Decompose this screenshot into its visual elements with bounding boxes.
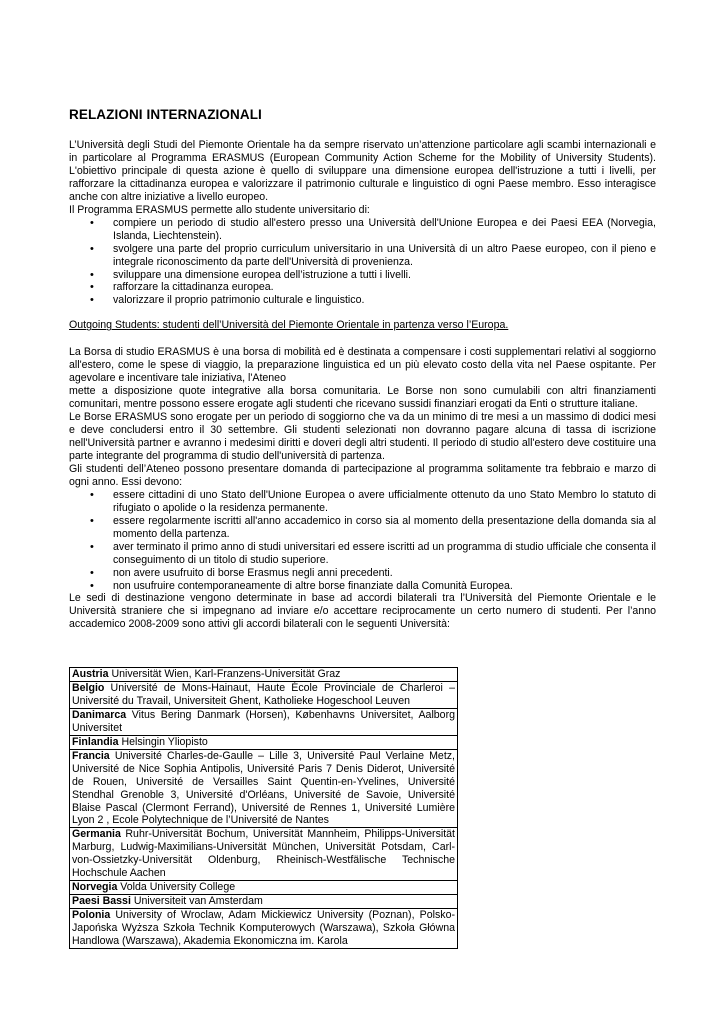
sedi-paragraph: Le sedi di destinazione vengono determinate in base ad accordi bilaterali tra l’Università del Piemonte Orientale e le Università straniere che si impegnano ad inviare e/o accettare reciprocamente un certo numero di studenti. Per l’anno accademico 2008-2009 sono attivi gli accordi bilaterali con le seguenti Università:: [69, 592, 656, 631]
borsa-paragraph: La Borsa di studio ERASMUS è una borsa di mobilità ed è destinata a compensare i costi supplementari relativi al soggiorno all'estero, come le spese di viaggio, la preparazione linguistica ed un più elevato costo della vita nel Paese ospitante. Per agevolare e incentivare tale iniziativa, l'Ateneo: [69, 346, 656, 385]
university-list: Vitus Bering Danmark (Horsen), Københavns Universitet, Aalborg Universitet: [72, 708, 455, 734]
table-row: [70, 828, 458, 881]
requirements-bullet-list: [69, 489, 656, 593]
universities-table: [69, 667, 458, 949]
table-row: [70, 708, 458, 735]
table-row: [70, 681, 458, 708]
table-row: [70, 895, 458, 909]
table-cell: [70, 708, 458, 735]
page-title: RELAZIONI INTERNAZIONALI: [69, 107, 262, 122]
table-cell: [70, 749, 458, 828]
country-name: Belgio: [72, 681, 105, 694]
table-row: [70, 909, 458, 949]
table-cell: [70, 895, 458, 909]
intro-paragraph: L’Università degli Studi del Piemonte Orientale ha da sempre riservato un’attenzione particolare agli scambi internazionali e in particolare al Programma ERASMUS (European Community Action Scheme for the Mobility of University Students). L'obiettivo principale di questa azione è quello di sviluppare una dimensione europea dell'istruzione a tutti i livelli, per rafforzare la cittadinanza europea e valorizzare il patrimonio culturale e linguistico di ogni Paese membro. Esso interagisce anche con altre iniziative a livello europeo.: [69, 139, 656, 203]
university-list: Universiteit van Amsterdam: [130, 895, 263, 908]
university-list: Helsingin Yliopisto: [118, 735, 208, 748]
university-list: Volda University College: [117, 881, 236, 894]
list-item: • essere cittadini di uno Stato dell'Unione Europea o avere ufficialmente ottenuto da uno Stato Membro lo statuto di rifugiato o apolide o la residenza permanente.: [113, 489, 656, 515]
borsa-paragraph: mette a disposizione quote integrative alla borsa comunitaria. Le Borse non sono cumulabili con altri finanziamenti comunitari, mentre possono essere erogate agli studenti che ricevano sussidi finanziari erogati da Enti o strutture italiane.: [69, 385, 656, 411]
list-item: • essere regolarmente iscritti all'anno accademico in corso sia al momento della presentazione della domanda sia al momento della partenza.: [113, 515, 656, 541]
list-item: • compiere un periodo di studio all'estero presso una Università dell'Unione Europea e dei Paesi EEA (Norvegia, Islanda, Liechtenstein).: [113, 217, 656, 243]
list-item: • valorizzare il proprio patrimonio culturale e linguistico.: [113, 294, 656, 307]
country-name: Finlandia: [72, 735, 119, 748]
country-name: Norvegia: [72, 881, 118, 894]
table-row: [70, 881, 458, 895]
intro-bullet-list: [69, 217, 656, 308]
list-item: • aver terminato il primo anno di studi universitari ed essere iscritti ad un programma di studio ufficiale che consenta il conseguimento di un titolo di studio superiore.: [113, 541, 656, 567]
country-name: Germania: [72, 828, 121, 841]
university-list: Ruhr-Universität Bochum, Universität Mannheim, Philipps-Universität Marburg, Ludwig-Maximilians-Universität München, Universität Potsdam, Carl-von-Ossietzky-Universität Oldenburg, Rheinisch-Westfälische Technische Hochschule Aachen: [72, 828, 455, 880]
university-list: University of Wroclaw, Adam Mickiewicz University (Poznan), Polsko-Japońska Wyższa Szkoła Technik Komputerowych (Warszawa), Szkoła Główna Handlowa (Warszawa), Akademia Ekonomiczna im. Karola: [72, 909, 455, 948]
borsa-paragraph: Le Borse ERASMUS sono erogate per un periodo di soggiorno che va da un minimo di tre mesi a un massimo di dodici mesi e deve concludersi entro il 30 settembre. Gli studenti selezionati non dovranno pagare alcuna di tassa di iscrizione nell'Università partner e avranno i medesimi diritti e doveri degli altri studenti. Il periodo di studio all'estero deve costituire una parte integrante del programma di studio dell'università di partenza.: [69, 411, 656, 462]
table-cell: [70, 668, 458, 682]
university-list: Universität Wien, Karl-Franzens-Universität Graz: [108, 668, 341, 680]
list-item: • rafforzare la cittadinanza europea.: [113, 281, 656, 294]
table-cell: [70, 681, 458, 708]
table-row: [70, 668, 458, 682]
table-row: [70, 749, 458, 828]
intro-lead: Il Programma ERASMUS permette allo studente universitario di:: [69, 203, 370, 216]
country-name: Paesi Bassi: [72, 895, 131, 908]
country-name: Polonia: [72, 909, 111, 922]
country-name: Francia: [72, 749, 110, 762]
list-item: • non usufruire contemporaneamente di altre borse finanziate dalla Comunità Europea.: [113, 580, 656, 593]
table-row: [70, 735, 458, 749]
table-cell: [70, 881, 458, 895]
country-name: Danimarca: [72, 708, 127, 721]
document-body: [69, 139, 656, 631]
list-item: • svolgere una parte del proprio curriculum universitario in una Università di un altro Paese europeo, con il pieno e integrale riconoscimento da parte dell'Università di provenienza.: [113, 243, 656, 269]
section-heading: Outgoing Students: studenti dell’Università del Piemonte Orientale in partenza verso l’Europa.: [69, 319, 509, 332]
country-name: Austria: [72, 668, 109, 680]
table-cell: [70, 735, 458, 749]
university-list: Université de Mons-Hainaut, Haute École Provinciale de Charleroi – Université du Travail, Universiteit Ghent, Katholieke Hogeschool Leuven: [72, 681, 455, 707]
list-item: • non avere usufruito di borse Erasmus negli anni precedenti.: [113, 567, 656, 580]
table-cell: [70, 909, 458, 949]
university-list: Université Charles-de-Gaulle – Lille 3, Université Paul Verlaine Metz, Université de Nice Sophia Antipolis, Université Paris 7 Denis Diderot, Université de Rouen, Université de Versailles Saint Quentin-en-Yvelines, Université Stendhal Grenoble 3, Université d'Orléans, Université de Savoie, Université Blaise Pascal (Clermont Ferrand), Université de Rennes 1, Université Lumière Lyon 2 , Ecole Polytechnique de l’Université de Nantes: [72, 749, 455, 827]
table-cell: [70, 828, 458, 881]
borsa-paragraph: Gli studenti dell’Ateneo possono presentare domanda di partecipazione al programma solitamente tra febbraio e marzo di ogni anno. Essi devono:: [69, 462, 656, 488]
list-item: • sviluppare una dimensione europea dell’istruzione a tutti i livelli.: [113, 269, 656, 282]
